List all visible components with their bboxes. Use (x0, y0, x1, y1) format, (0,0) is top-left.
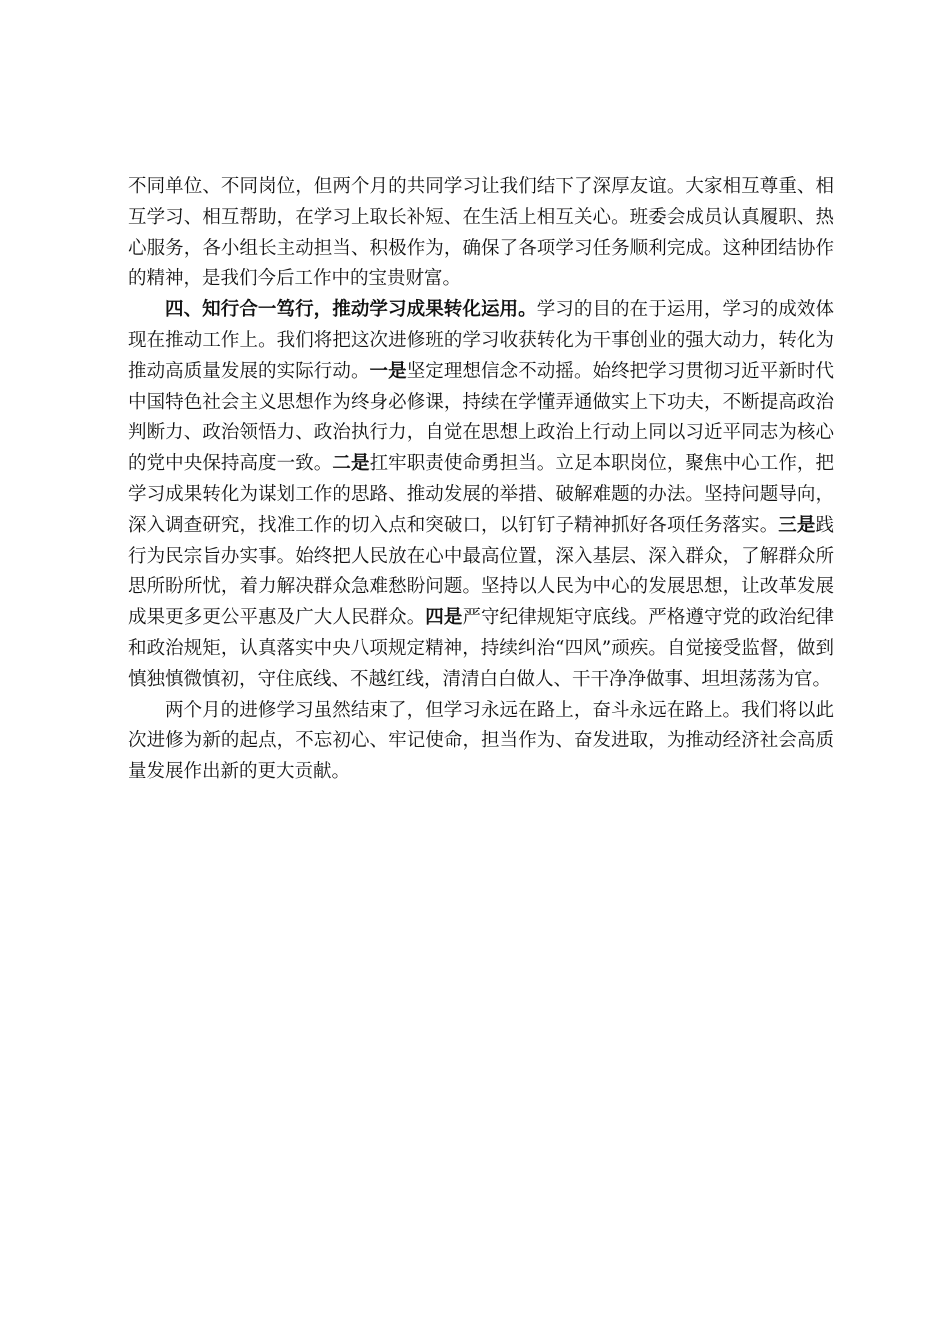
paragraph-team-spirit: 不同单位、不同岗位，但两个月的共同学习让我们结下了深厚友谊。大家相互尊重、相互学习、相互帮助，在学习上取长补短、在生活上相互关心。班委会成员认真履职、热心服务，各小组长主动担当、积极作为，确保了各项学习任务顺利完成。这种团结协作的精神，是我们今后工作中的宝贵财富。 (128, 176, 834, 290)
point-one-text: 坚定理想信念不动摇。始终把学习贯彻习近平新时代中国特色社会主义思想作为终身必修课，持续在学懂弄通做实上下功夫，不断提高政治判断力、政治领悟力、政治执行力，自觉在思想上政治上行动上同以习近平同志为核心的党中央保持高度一致。 (128, 360, 834, 475)
section-four-heading: 四、知行合一笃行，推动学习成果转化运用。 (165, 299, 537, 321)
point-two-text: 扛牢职责使命勇担当。立足本职岗位，聚焦中心工作，把学习成果转化为谋划工作的思路、推动发展的举措、破解难题的办法。坚持问题导向，深入调查研究，找准工作的切入点和突破口，以钉钉子精神抓好各项任务落实。 (128, 453, 834, 536)
point-three-text: 践行为民宗旨办实事。始终把人民放在心中最高位置，深入基层、深入群众，了解群众所思所盼所忧，着力解决群众急难愁盼问题。坚持以人民为中心的发展思想，让改革发展成果更多更公平惠及广大人民群众。 (128, 514, 834, 629)
section-four-intro: 学习的目的在于运用，学习的成效体现在推动工作上。我们将把这次进修班的学习收获转化为干事创业的强大动力，转化为推动高质量发展的实际行动。 (128, 299, 834, 382)
point-four-text: 严守纪律规矩守底线。严格遵守党的政治纪律和政治规矩，认真落实中央八项规定精神，持续纠治“四风”顽疾。自觉接受监督，做到慎独慎微慎初，守住底线、不越红线，清清白白做人、干干净净做事、坦坦荡荡为官。 (128, 607, 834, 690)
point-four-keyword: 四是 (425, 607, 463, 629)
point-one-keyword: 一是 (369, 360, 407, 382)
document-body (128, 172, 834, 788)
point-two-keyword: 二是 (332, 453, 370, 475)
paragraph-conclusion: 两个月的进修学习虽然结束了，但学习永远在路上，奋斗永远在路上。我们将以此次进修为新的起点，不忘初心、牢记使命，担当作为、奋发进取，为推动经济社会高质量发展作出新的更大贡献。 (128, 699, 834, 783)
paragraph-section-four (128, 295, 834, 695)
point-three-keyword: 三是 (778, 514, 816, 536)
